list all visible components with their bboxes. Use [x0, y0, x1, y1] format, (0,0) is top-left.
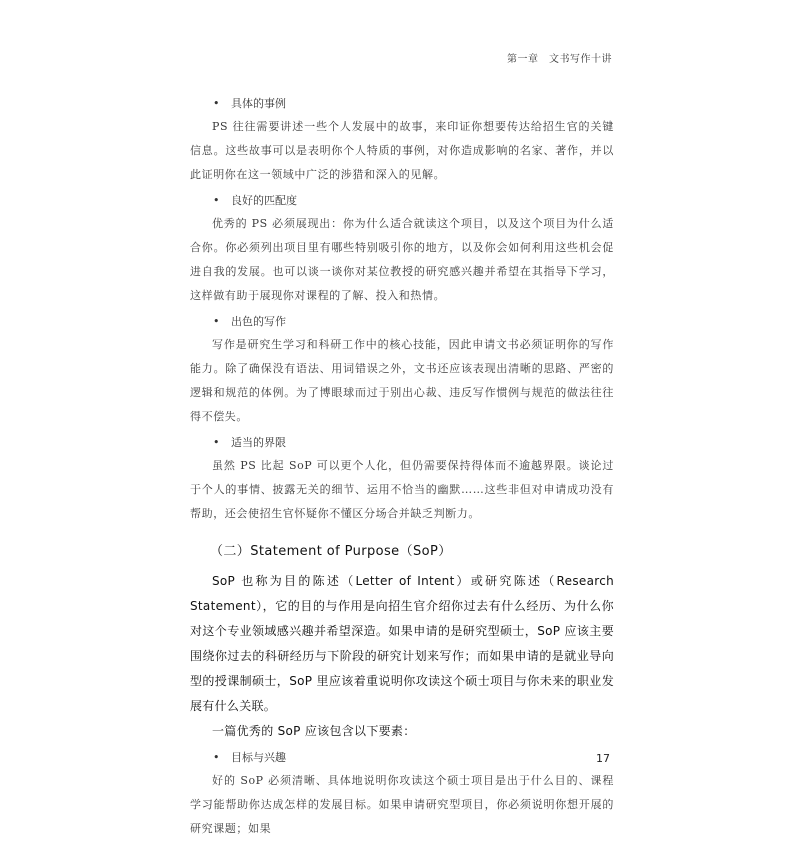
bullet-heading-boundaries: [190, 432, 614, 454]
bullet-title: 出色的写作: [231, 315, 286, 328]
running-header: 第一章 文书写作十讲: [507, 54, 612, 65]
bullet-title: 适当的界限: [231, 436, 286, 449]
bullet-title: 具体的事例: [231, 97, 286, 110]
bullet-heading-fit: [190, 190, 614, 212]
paragraph-examples: PS 往往需要讲述一些个人发展中的故事，来印证你想要传达给招生官的关键信息。这些故事可以是表明你个人特质的事例，对你造成影响的名家、著作，并以此证明你在这一领域中广泛的涉猎和深入的见解。: [190, 120, 614, 181]
paragraph-sop-intro: SoP 也称为目的陈述（Letter of Intent）或研究陈述（Research Statement），它的目的与作用是向招生官介绍你过去有什么经历、为什么你对这个专业领域感兴趣并希望深造。如果申请的是研究型硕士，SoP 应该主要围绕你过去的科研经历与下阶段的研究计划来写作；而如果申请的是就业导向型的授课制硕士，SoP 里应该着重说明你攻读这个硕士项目与你未来的职业发展有什么关联。: [190, 574, 614, 713]
bullet-icon: •: [213, 436, 220, 449]
paragraph-fit: 优秀的 PS 必须展现出：你为什么适合就读这个项目，以及这个项目为什么适合你。你必须列出项目里有哪些特别吸引你的地方，以及你会如何利用这些机会促进自我的发展。也可以谈一谈你对某位教授的研究感兴趣并希望在其指导下学习，这样做有助于展现你对课程的了解、投入和热情。: [190, 217, 614, 302]
page-content: [190, 90, 614, 843]
bullet-icon: •: [213, 315, 220, 328]
paragraph-sop-elements: 一篇优秀的 SoP 应该包含以下要素：: [212, 724, 416, 738]
bullet-heading-writing: [190, 311, 614, 333]
bullet-heading-goals: [190, 747, 614, 769]
paragraph-boundaries: 虽然 PS 比起 SoP 可以更个人化，但仍需要保持得体而不逾越界限。谈论过于个人的事情、披露无关的细节、运用不恰当的幽默……这些非但对申请成功没有帮助，还会使招生官怀疑你不懂区分场合并缺乏判断力。: [190, 459, 614, 520]
page-number: 17: [596, 752, 610, 765]
bullet-icon: •: [213, 194, 220, 207]
bullet-heading-examples: [190, 93, 614, 115]
bullet-title: 目标与兴趣: [231, 751, 286, 764]
bullet-icon: •: [213, 97, 220, 110]
paragraph-writing: 写作是研究生学习和科研工作中的核心技能，因此申请文书必须证明你的写作能力。除了确保没有语法、用词错误之外，文书还应该表现出清晰的思路、严密的逻辑和规范的体例。为了博眼球而过于别出心裁、违反写作惯例与规范的做法往往得不偿失。: [190, 338, 614, 423]
bullet-icon: •: [213, 751, 220, 764]
bullet-title: 良好的匹配度: [231, 194, 297, 207]
paragraph-goals: 好的 SoP 必须清晰、具体地说明你攻读这个硕士项目是出于什么目的、课程学习能帮助你达成怎样的发展目标。如果申请研究型项目，你必须说明你想开展的研究课题；如果: [190, 774, 614, 835]
section-title-sop: （二）Statement of Purpose（SoP）: [210, 544, 452, 559]
